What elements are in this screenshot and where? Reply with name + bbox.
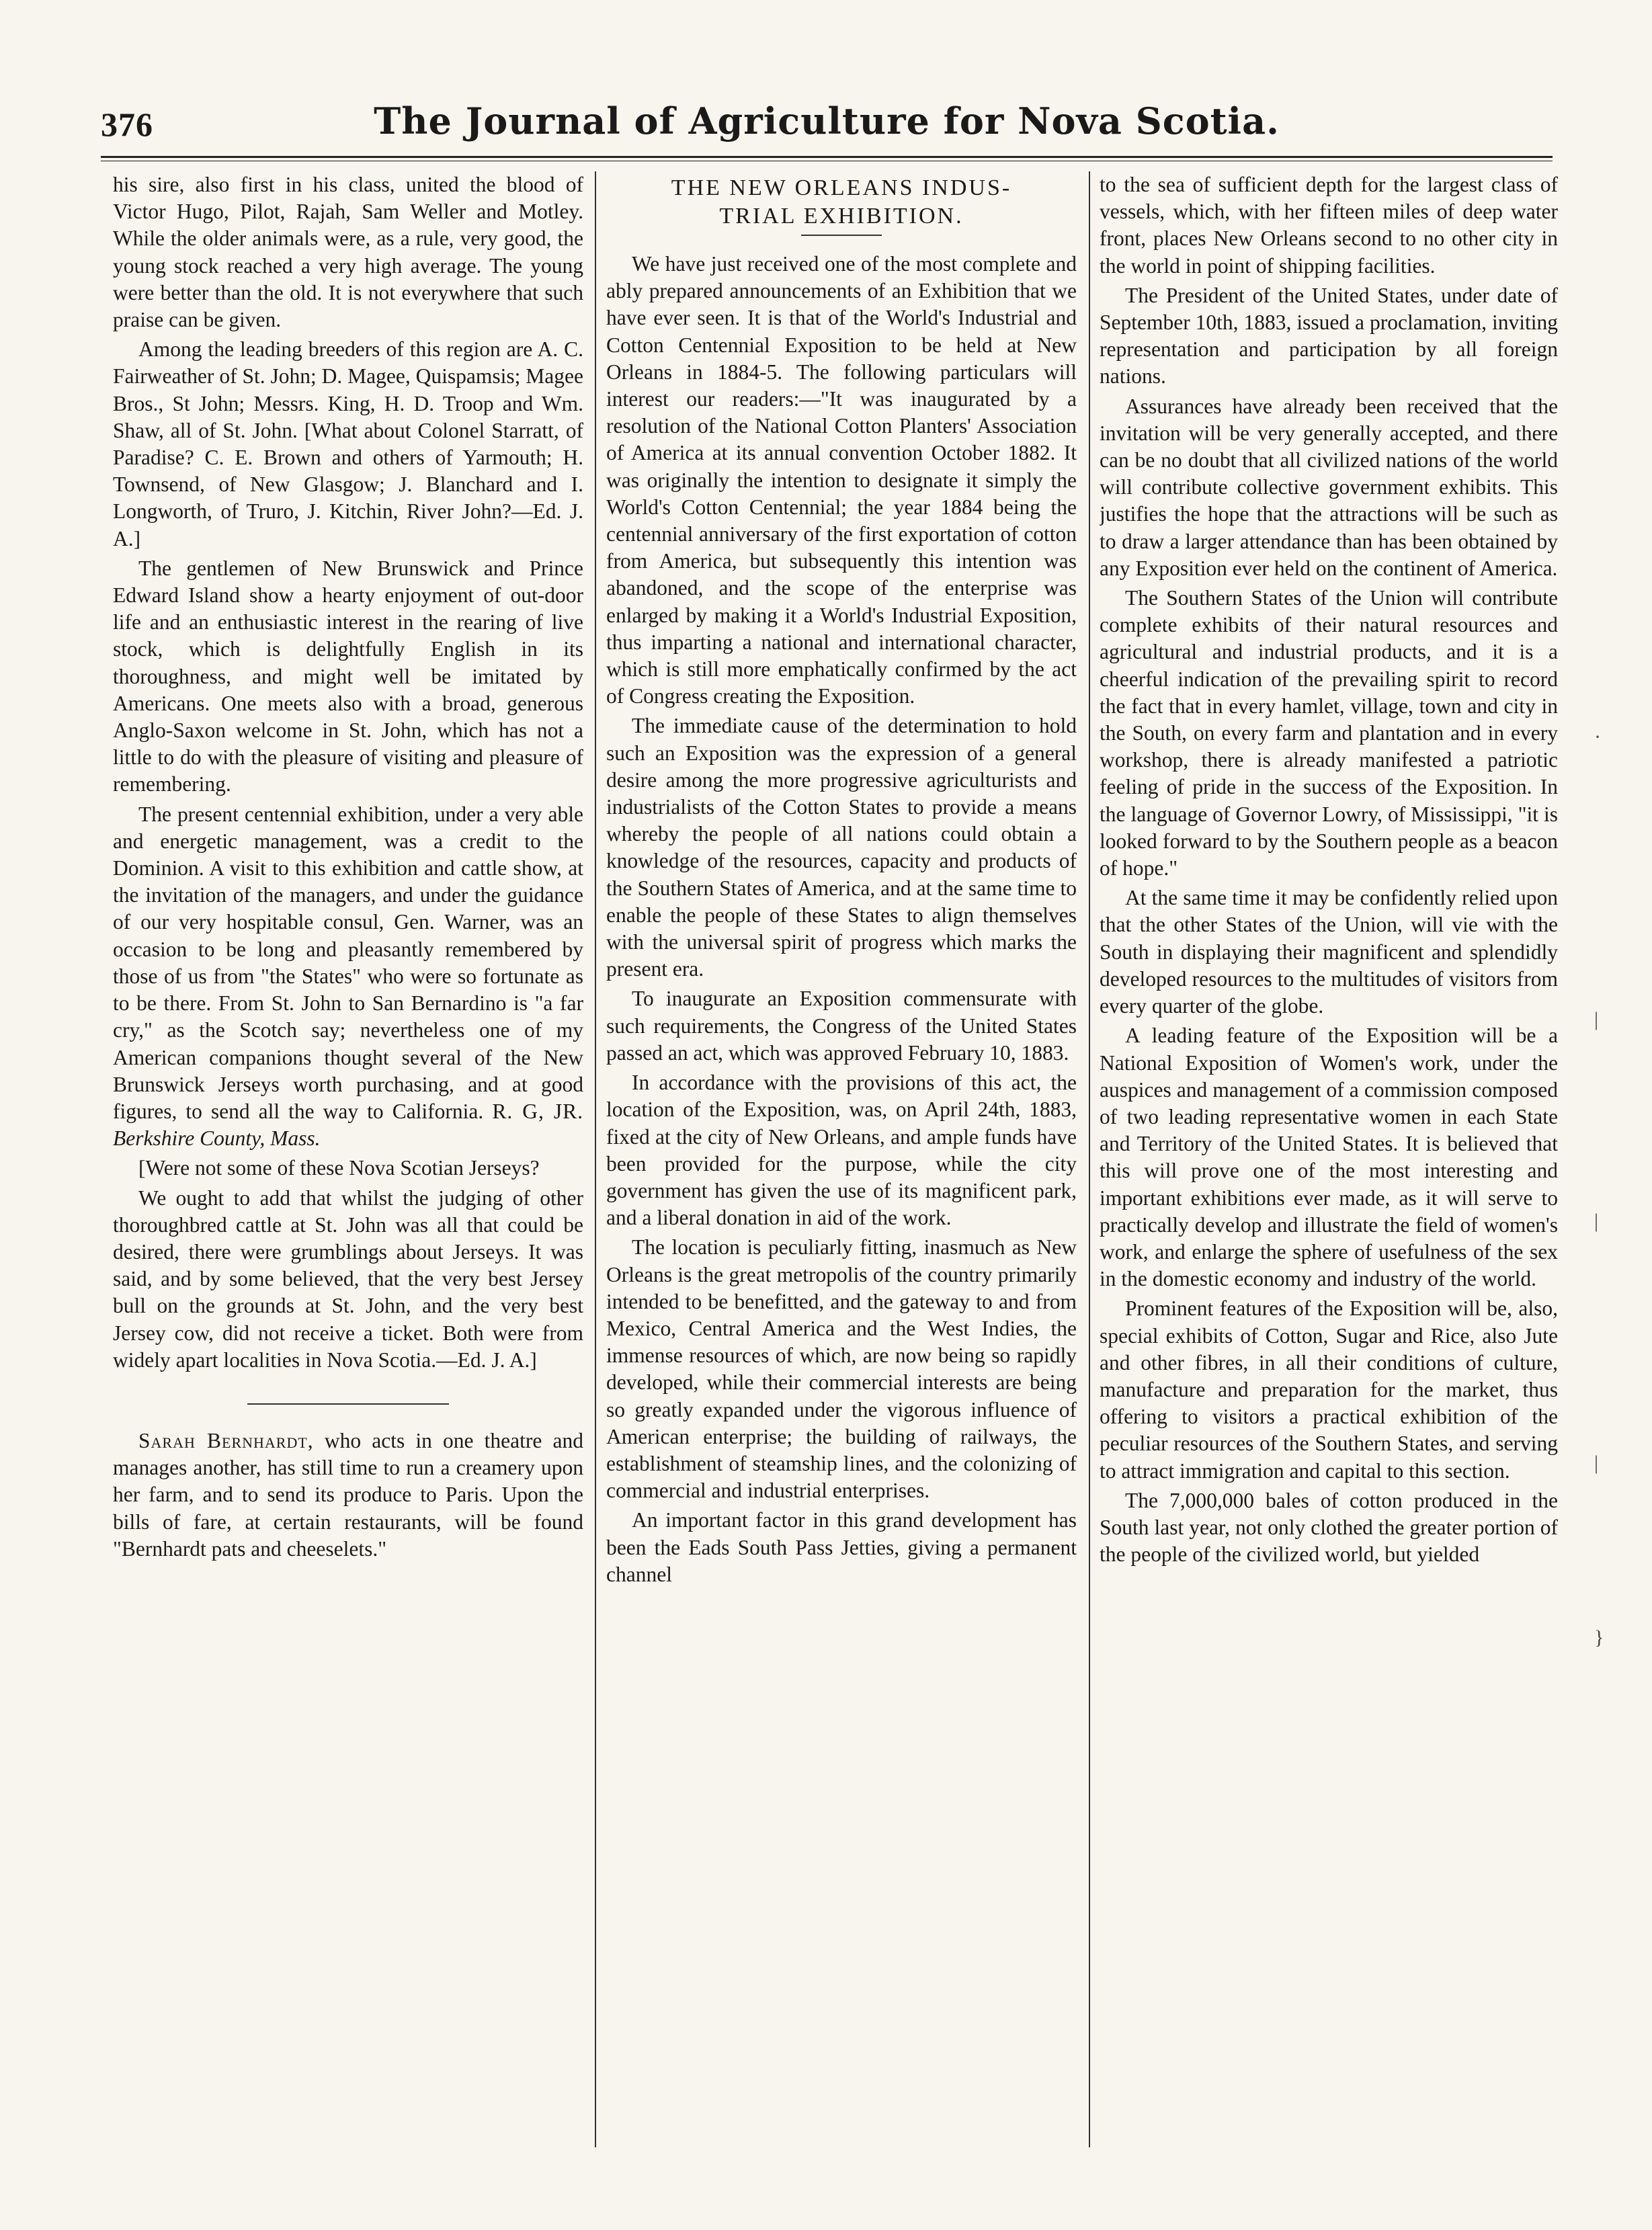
paragraph: We have just received one of the most complete and ably prepared announcements of an Exhibition that we have ever seen. It is that of the World's Industrial and Cotton Centennial Exposition to be held at New Orleans in 1884-5. The following particulars will interest our readers:—"It was inaugurated by a resolution of the National Cotton Planters' Association of America at its annual convention October 1882. It was originally the intention to designate it simply the World's Cotton Centennial; the year 1884 being the centennial anniversary of the first exportation of cotton from America, but subsequently this intention was abandoned, and the scope of the enterprise was enlarged by making it a World's Industrial Exposition, thus imparting a national and international character, which is still more emphatically confirmed by the act of Congress creating the Exposition.	[606, 252, 1077, 708]
page-header	[101, 99, 1553, 153]
article-title	[606, 174, 1077, 231]
paragraph: The Southern States of the Union will contribute complete exhibits of their natural resources and agricultural and industrial products, and it is a cheerful indication of the prevailing spirit to record the fact that in every hamlet, village, town and city in the South, on every farm and plantation and in every workshop, there is already manifested a patriotic feeling of pride in the success of the Exposition. In the language of Governor Lowry, of Mississippi, "it is looked forward to by the Southern people as a beacon of hope."	[1100, 586, 1558, 880]
title-rule	[801, 235, 882, 236]
paragraph: The gentlemen of New Brunswick and Prince Edward Island show a hearty enjoyment of out-door life and an enthusiastic interest in the rearing of live stock, which is delightfully English in its thoroughness, and might well be imitated by Americans. One meets also with a broad, generous Anglo-Saxon welcome in St. John, which has not a little to do with the pleasure of visiting and pleasure of remembering.	[113, 556, 583, 796]
paragraph: We ought to add that whilst the judging of other thoroughbred cattle at St. John was all that could be desired, there were grumblings about Jerseys. It was said, and by some believed, that the very best Jersey bull on the grounds at St. John, and the very best Jersey cow, did not receive a ticket. Both were from widely apart localities in Nova Scotia.—Ed. J. A.]	[113, 1186, 583, 1372]
paragraph: In accordance with the provisions of this act, the location of the Exposition, was, on April 24th, 1883, fixed at the city of New Orleans, and ample funds have been provided for the purpose, while the city government has given the use of its magnificent park, and a liberal donation in aid of the work.	[606, 1071, 1077, 1230]
paragraph: The location is peculiarly fitting, inasmuch as New Orleans is the great metropolis of the country primarily intended to be benefitted, and the gateway to and from Mexico, Central America and the West Indies, the immense resources of which, are now being so rapidly developed, while their commercial interests are being so greatly expanded under the vigorous influence of American enterprise; the building of railways, the establishment of steamship lines, and the colonizing of commercial and industrial enterprises.	[606, 1235, 1077, 1503]
section-separator	[247, 1403, 449, 1405]
paragraph	[113, 801, 583, 1153]
column-divider	[595, 171, 596, 2147]
paragraph: To inaugurate an Exposition commensurate with such requirements, the Congress of the United States passed an act, which was approved February 10, 1883.	[606, 987, 1077, 1065]
margin-mark: |	[1594, 1210, 1599, 1232]
margin-marks	[1594, 726, 1621, 1667]
article-title-line: THE NEW ORLEANS INDUS-	[671, 175, 1012, 200]
column-divider	[1089, 171, 1090, 2147]
paragraph: The 7,000,000 bales of cotton produced in the South last year, not only clothed the greater portion of the people of the civilized world, but yielded	[1100, 1488, 1558, 1567]
paragraph: The immediate cause of the determination to hold such an Exposition was the expression of a general desire among the more progressive agriculturists and industrialists of the Cotton States to provide a means whereby the people of all nations could obtain a knowledge of the resources, capacity and products of the Southern States of America, and at the same time to enable the people of these States to align themselves with the universal spirit of progress which marks the present era.	[606, 714, 1077, 981]
margin-mark: }	[1594, 1626, 1604, 1649]
author-signature: R. G, JR.	[492, 1099, 583, 1123]
paragraph: At the same time it may be confidently relied upon that the other States of the Union, will vie with the South in displaying their magnificent and splendidly developed resources to the multitudes of visitors from every quarter of the globe.	[1100, 886, 1558, 1018]
author-place: Berkshire County, Mass.	[113, 1126, 321, 1151]
margin-mark: |	[1594, 1452, 1599, 1474]
margin-mark: |	[1594, 1008, 1599, 1030]
page-number: 376	[101, 106, 153, 143]
article-title-line: TRIAL EXHIBITION.	[719, 204, 964, 229]
lead-name: Sarah Bernhardt,	[138, 1428, 314, 1452]
header-rule	[101, 156, 1553, 161]
paragraph-text: The present centennial exhibition, under a very able and energetic management, was a credit to the Dominion. A visit to this exhibition and cattle show, at the invitation of the managers, and under the guidance of our very hospitable consul, Gen. Warner, was an occasion to be long and pleasantly remembered by those of us from "the States" who were so fortunate as to be there. From St. John to San Bernardino is "a far cry," as the Scotch say; nevertheless one of my American companions thought several of the New Brunswick Jerseys worth purchasing, and at good figures, to send all the way to California.	[113, 802, 583, 1123]
paragraph: An important factor in this grand development has been the Eads South Pass Jetties, giving a permanent channel	[606, 1508, 1077, 1586]
paragraph: [Were not some of these Nova Scotian Jerseys?	[138, 1156, 540, 1180]
paragraph-text: who acts in one theatre and manages another, has still time to run a creamery upon her farm, and to send its produce to Paris. Upon the bills of fare, at certain restaurants, will be found "Bernhardt pats and cheeselets."	[113, 1428, 583, 1561]
column-right	[1100, 171, 1558, 2161]
journal-title: The Journal of Agriculture for Nova Scotia.	[374, 99, 1280, 142]
paragraph: to the sea of sufficient depth for the largest class of vessels, which, with her fifteen miles of deep water front, places New Orleans second to no other city in the world in point of shipping facilities.	[1100, 173, 1558, 278]
paragraph	[113, 1428, 583, 1563]
column-left	[113, 171, 583, 2161]
paragraph: Assurances have already been received that the invitation will be very generally accepted, and there can be no doubt that all civilized nations of the world will contribute collective government exhibits. This justifies the hope that the attractions will be such as to draw a larger attendance than has been obtained by any Exposition ever held on the continent of America.	[1100, 394, 1558, 580]
paragraph: Prominent features of the Exposition will be, also, special exhibits of Cotton, Sugar and Rice, also Jute and other fibres, in all their conditions of culture, manufacture and preparation for the market, thus offering to visitors a practical exhibition of the peculiar resources of the Southern States, and serving to attract immigration and capital to this section.	[1100, 1296, 1558, 1483]
paragraph: his sire, also first in his class, united the blood of Victor Hugo, Pilot, Rajah, Sam Weller and Motley. While the older animals were, as a rule, very good, the young stock reached a very high average. The young were better than the old. It is not everywhere that such praise can be given.	[113, 173, 583, 332]
paragraph: Among the leading breeders of this region are A. C. Fairweather of St. John; D. Magee, Quispamsis; Magee Bros., St John; Messrs. King, H. D. Troop and Wm. Shaw, all of St. John. [What about Colonel Starratt, of Paradise? C. E. Brown and others of Yarmouth; H. Townsend, of New Glasgow; J. Blanchard and I. Longworth, of Truro, J. Kitchin, River John?—Ed. J. A.]	[113, 337, 583, 550]
column-middle	[606, 171, 1077, 2161]
margin-mark: ·	[1594, 726, 1601, 748]
paragraph: The President of the United States, under date of September 10th, 1883, issued a proclamation, inviting representation and participation by all foreign nations.	[1100, 283, 1558, 388]
paragraph: A leading feature of the Exposition will be a National Exposition of Women's work, under the auspices and management of a commission composed of two leading representative women in each State and Territory of the United States. It is believed that this will prove one of the most interesting and important exhibitions ever made, as it will serve to practically develop and illustrate the field of women's work, and enlarge the sphere of usefulness of the sex in the domestic economy and industry of the world.	[1100, 1024, 1558, 1291]
